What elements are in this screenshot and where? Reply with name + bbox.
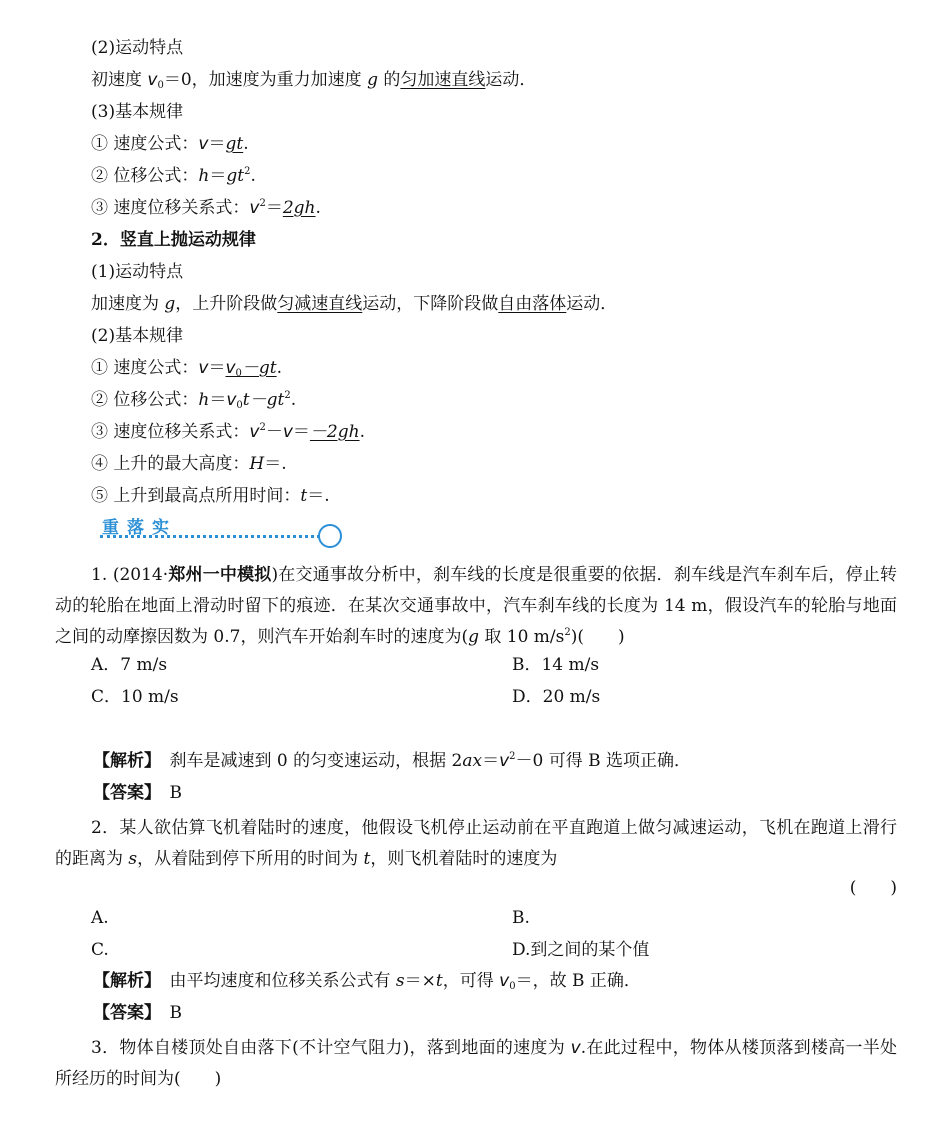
- time-to-top-formula: ⑤ 上升到最高点所用时间：t＝.: [91, 486, 330, 506]
- free-fall-velocity-formula: ① 速度公式：v＝gt.: [91, 134, 249, 154]
- vertical-throw-laws-heading: (2)基本规律: [91, 326, 184, 346]
- circle-decoration-icon: [318, 524, 342, 548]
- question-2-stem: 2．某人欲估算飞机着陆时的速度，他假设飞机停止运动前在平直跑道上做匀减速运动，飞机在跑道上滑行的距离为 s，从着陆到停下所用的时间为 t，则飞机着陆时的速度为: [55, 818, 897, 869]
- max-height-formula: ④ 上升的最大高度：H＝.: [91, 454, 287, 474]
- vertical-throw-displacement-formula: ② 位移公式：$h=v_0t-gt^2$.: [91, 390, 297, 411]
- question-1-option-b[interactable]: B．14 m/s: [512, 655, 600, 675]
- basic-laws-heading: (3)基本规律: [91, 102, 184, 122]
- section-divider: [96, 513, 346, 547]
- vertical-throw-heading: 2．竖直上抛运动规律: [91, 230, 256, 250]
- question-2-option-b[interactable]: B.: [512, 908, 530, 928]
- question-3-stem: 3．物体自楼顶处自由落下(不计空气阻力)，落到地面的速度为 v.在此过程中，物体从楼顶落到楼高一半处所经历的时间为( ): [55, 1038, 897, 1089]
- question-2-option-a[interactable]: A.: [91, 908, 109, 928]
- question-2-answer: 【答案】 B: [93, 1003, 182, 1023]
- question-1-option-c[interactable]: C．10 m/s: [91, 687, 179, 707]
- question-1-stem: 1. (2014·郑州一中模拟)在交通事故分析中，刹车线的长度是很重要的依据．刹车线是汽车刹车后，停止转动的轮胎在地面上滑动时留下的痕迹．在某次交通事故中，汽车刹车线的长度为 14 m，假设汽车的轮胎与地面之间的动摩擦因数为 0.7，则汽车开始刹车时的速度为(g 取 10 $m/s^2$)( ): [55, 565, 897, 647]
- question-1-answer: 【答案】 B: [93, 783, 182, 803]
- vertical-throw-velocity-displacement-formula: ③ 速度位移关系式：$v^2-v=-2gh$.: [91, 422, 365, 442]
- motion-features-heading: (2)运动特点: [91, 38, 184, 58]
- question-1-analysis: 【解析】 刹车是减速到 0 的匀变速运动，根据 $2ax=v^2-0$ 可得 B 选项正确．: [93, 751, 692, 771]
- section-divider-title: 重落实: [102, 518, 177, 538]
- vertical-throw-features-text: 加速度为 g，上升阶段做匀减速直线运动，下降阶段做自由落体运动．: [91, 294, 618, 314]
- free-fall-velocity-displacement-formula: ③ 速度位移关系式：$v^2=2gh$.: [91, 198, 321, 218]
- question-1-option-a[interactable]: A．7 m/s: [91, 655, 168, 675]
- question-1-option-d[interactable]: D．20 m/s: [512, 687, 601, 707]
- vertical-throw-velocity-formula: ① 速度公式：$v=v_0-gt$.: [91, 358, 283, 379]
- question-2-answer-bracket: ( ): [849, 878, 897, 898]
- free-fall-features-text: 初速度 $v_0=0$，加速度为重力加速度 g 的匀加速直线运动．: [91, 70, 537, 91]
- question-2-analysis: 【解析】 由平均速度和位移关系公式有 s＝×t，可得 $v_0=$，故 B 正确．: [93, 971, 641, 992]
- question-2-option-d[interactable]: D.到之间的某个值: [512, 940, 650, 960]
- vertical-throw-features-heading: (1)运动特点: [91, 262, 184, 282]
- free-fall-displacement-formula: ② 位移公式：$h=gt^2$.: [91, 166, 256, 186]
- question-2-option-c[interactable]: C.: [91, 940, 109, 960]
- dotted-line-decoration: [100, 535, 320, 538]
